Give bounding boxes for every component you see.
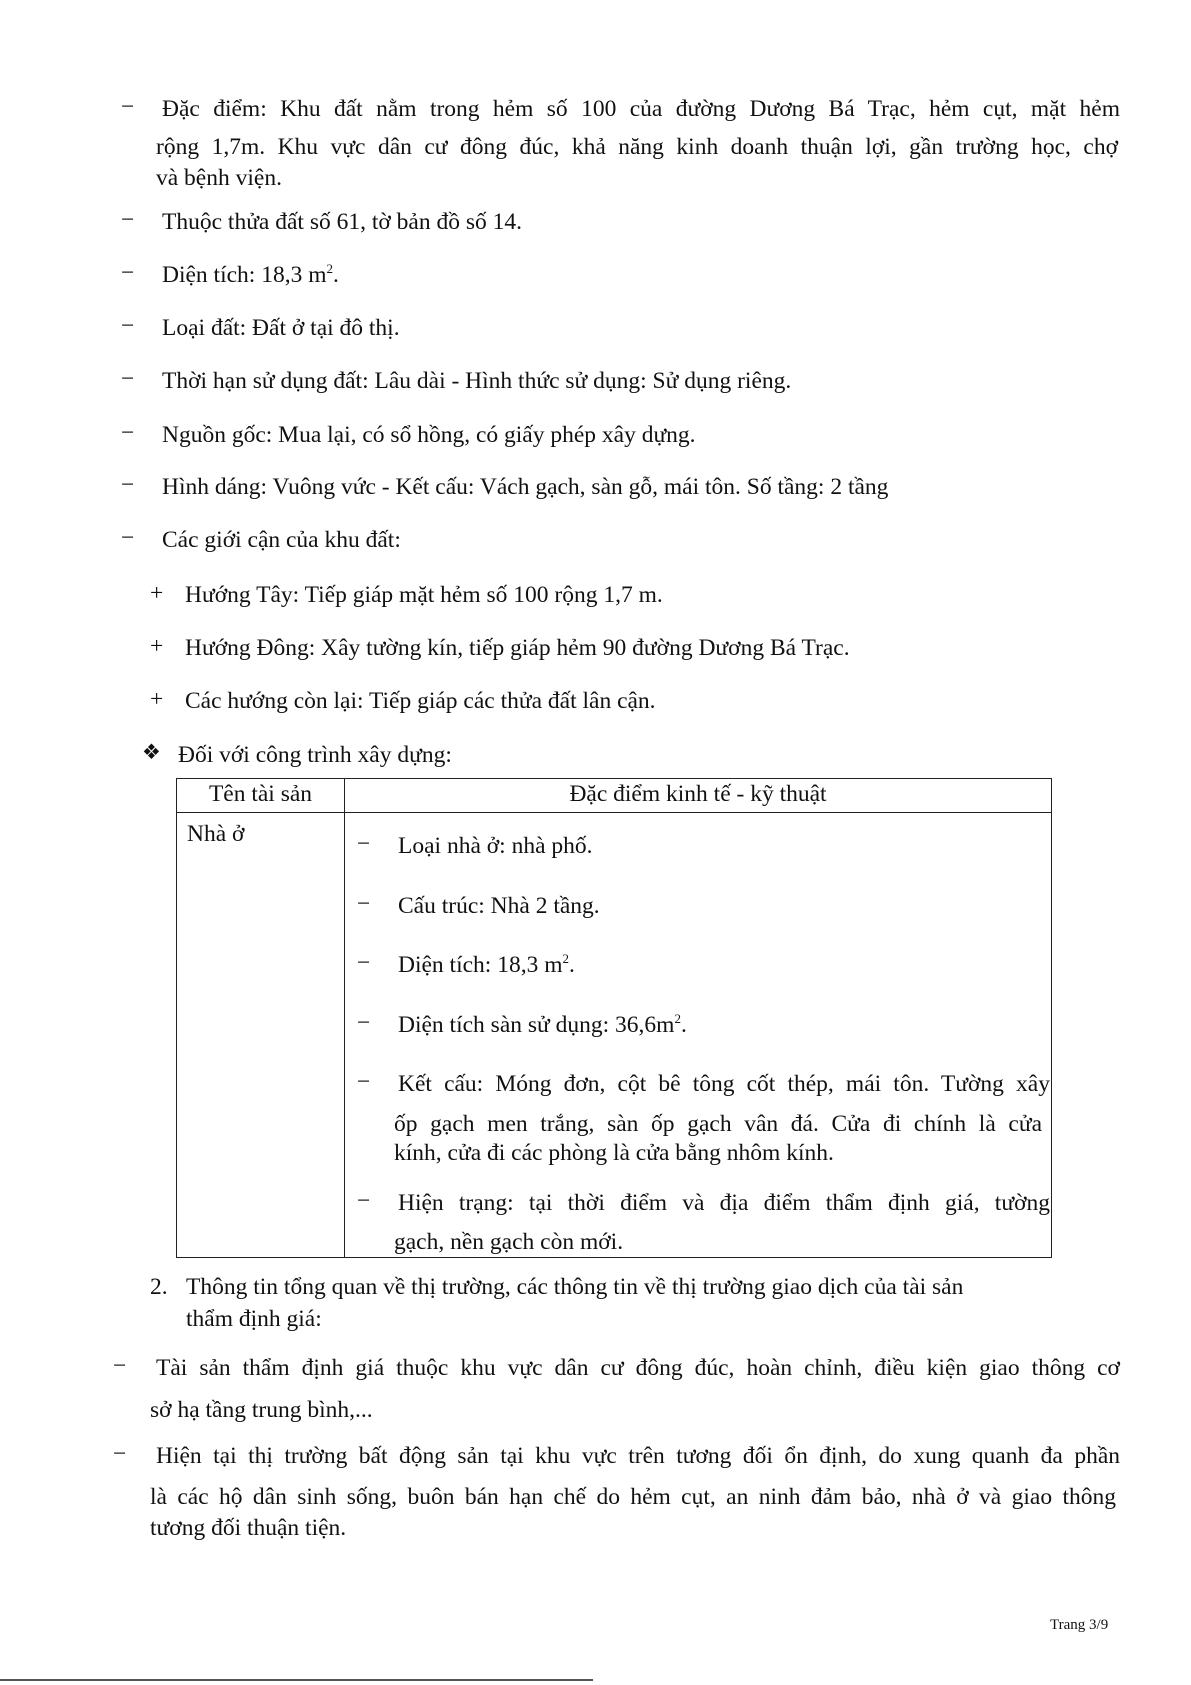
detail-construction-line-3: kính, cửa đi các phòng là cửa bằng nhôm kính. xyxy=(394,1140,834,1166)
market-item-2-line-1: Hiện tại thị trường bất động sản tại khu vực trên tương đối ổn định, do xung quanh đa phần xyxy=(156,1443,1120,1469)
detail-condition-line-2: gạch, nền gạch còn mới. xyxy=(394,1229,624,1255)
land-type-text: Loại đất: Đất ở tại đô thị. xyxy=(162,315,400,341)
detail-floor-area-period: . xyxy=(680,1012,687,1038)
area-value: Diện tích: 18,3 m xyxy=(162,262,327,288)
bullet-dash: − xyxy=(121,313,135,339)
bullet-plus: + xyxy=(150,633,164,659)
detail-floor-area-superscript: 2 xyxy=(674,1011,681,1026)
boundary-west-text: Hướng Tây: Tiếp giáp mặt hẻm số 100 rộng 1,7 m. xyxy=(185,582,663,608)
detail-floor-area-value: Diện tích sàn sử dụng: 36,6m xyxy=(398,1012,675,1038)
boundaries-heading: Các giới cận của khu đất: xyxy=(162,527,401,553)
page-bottom-divider xyxy=(0,1679,593,1681)
bullet-dash: − xyxy=(121,260,135,286)
characteristics-line-2: rộng 1,7m. Khu vực dân cư đông đúc, khả năng kinh doanh thuận lợi, gần trường học, chợ xyxy=(156,134,1118,160)
bullet-plus: + xyxy=(150,686,164,712)
bullet-dash: − xyxy=(357,891,371,917)
diamond-bullet-icon: ❖ xyxy=(142,740,161,764)
market-item-2-line-3: tương đối thuận tiện. xyxy=(150,1515,347,1541)
bullet-dash: − xyxy=(121,525,135,551)
characteristics-line-3: và bệnh viện. xyxy=(156,165,282,191)
boundary-others-text: Các hướng còn lại: Tiếp giáp các thửa đất lân cận. xyxy=(185,688,656,714)
details-cell xyxy=(345,813,1052,1258)
market-item-1-line-2: sở hạ tầng trung bình,... xyxy=(150,1397,373,1423)
construction-table xyxy=(176,778,1052,1258)
bullet-dash: − xyxy=(357,1069,371,1095)
origin-text: Nguồn gốc: Mua lại, có sổ hồng, có giấy phép xây dựng. xyxy=(162,422,696,448)
bullet-dash: − xyxy=(357,1010,371,1036)
bullet-dash: − xyxy=(357,831,371,857)
table-row xyxy=(177,813,1052,1258)
bullet-dash: − xyxy=(113,1353,127,1379)
page-number: Trang 3/9 xyxy=(1050,1617,1109,1633)
table-header-row xyxy=(177,779,1052,813)
bullet-dash: − xyxy=(113,1441,127,1467)
detail-area xyxy=(398,950,575,980)
detail-area-superscript: 2 xyxy=(562,951,569,966)
area-superscript: 2 xyxy=(326,261,333,276)
header-asset-name: Tên tài sản xyxy=(177,779,345,813)
bullet-dash: − xyxy=(121,94,135,120)
detail-structure: Cấu trúc: Nhà 2 tầng. xyxy=(398,893,600,919)
detail-area-period: . xyxy=(568,952,575,978)
detail-house-type: Loại nhà ở: nhà phố. xyxy=(398,833,593,859)
shape-text: Hình dáng: Vuông vức - Kết cấu: Vách gạch, sàn gỗ, mái tôn. Số tầng: 2 tầng xyxy=(162,474,889,500)
construction-heading: Đối với công trình xây dựng: xyxy=(178,742,452,768)
detail-construction-line-1: Kết cấu: Móng đơn, cột bê tông cốt thép, mái tôn. Tường xây xyxy=(398,1071,1050,1097)
market-number: 2. xyxy=(150,1274,168,1300)
detail-construction-line-2: ốp gạch men trắng, sàn ốp gạch vân đá. Cửa đi chính là cửa xyxy=(394,1111,1042,1137)
area-period: . xyxy=(332,262,339,288)
bullet-dash: − xyxy=(121,420,135,446)
market-item-2-line-2: là các hộ dân sinh sống, buôn bán hạn chế do hẻm cụt, an ninh đảm bảo, nhà ở và giao thông xyxy=(150,1484,1116,1510)
detail-condition-line-1: Hiện trạng: tại thời điểm và địa điểm thẩm định giá, tường xyxy=(398,1190,1050,1216)
characteristics-line-1: Đặc điểm: Khu đất nằm trong hẻm số 100 của đường Dương Bá Trạc, hẻm cụt, mặt hẻm xyxy=(162,96,1120,122)
boundary-east-text: Hướng Đông: Xây tường kín, tiếp giáp hẻm 90 đường Dương Bá Trạc. xyxy=(185,635,850,661)
market-item-1-line-1: Tài sản thẩm định giá thuộc khu vực dân cư đông đúc, hoàn chỉnh, điều kiện giao thông cơ xyxy=(156,1355,1120,1381)
asset-name-cell: Nhà ở xyxy=(177,813,345,1258)
bullet-dash: − xyxy=(121,472,135,498)
bullet-dash: − xyxy=(121,207,135,233)
market-title-line-2: thẩm định giá: xyxy=(186,1306,322,1332)
bullet-dash: − xyxy=(121,366,135,392)
parcel-text: Thuộc thửa đất số 61, tờ bản đồ số 14. xyxy=(162,209,522,235)
detail-area-value: Diện tích: 18,3 m xyxy=(398,952,563,978)
bullet-plus: + xyxy=(150,580,164,606)
market-title-line-1: Thông tin tổng quan về thị trường, các thông tin về thị trường giao dịch của tài sản xyxy=(186,1274,964,1300)
usage-term-text: Thời hạn sử dụng đất: Lâu dài - Hình thức sử dụng: Sử dụng riêng. xyxy=(162,368,792,394)
detail-floor-area xyxy=(398,1010,687,1040)
header-characteristics: Đặc điểm kinh tế - kỹ thuật xyxy=(345,779,1052,813)
bullet-dash: − xyxy=(357,1188,371,1214)
bullet-dash: − xyxy=(357,950,371,976)
area-text xyxy=(162,260,339,290)
